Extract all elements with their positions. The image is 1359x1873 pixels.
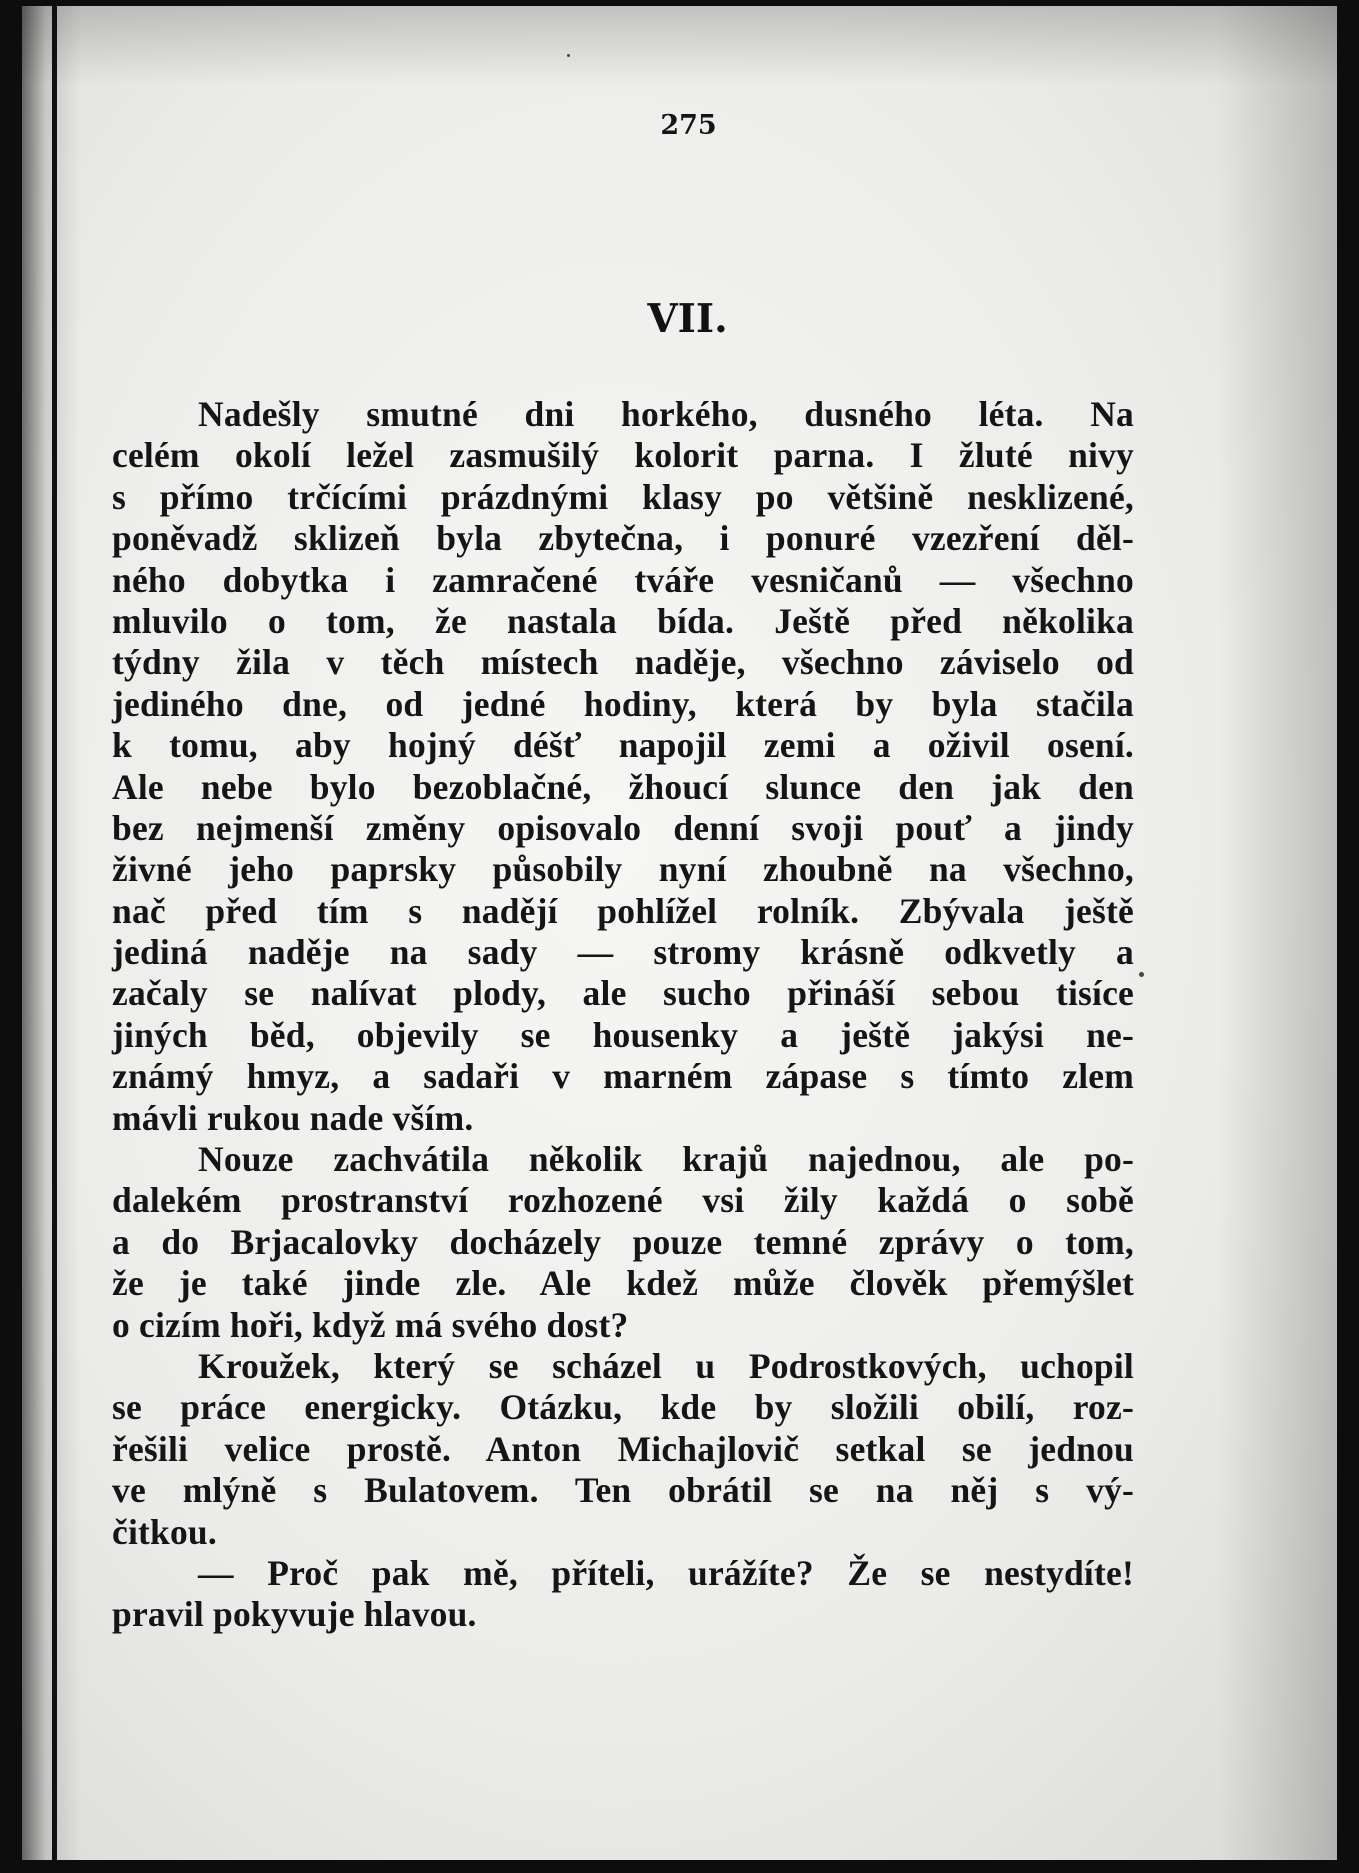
text-line: mávli rukou nade vším. xyxy=(112,1097,474,1138)
text-line: k tomu, aby hojný déšť napojil zemi a oživil osení. xyxy=(112,725,1134,766)
text-line: o cizím hoři, když má svého dost? xyxy=(112,1304,629,1345)
text-line: začaly se nalívat plody, ale sucho přináší sebou tisíce xyxy=(112,973,1134,1014)
text-line: známý hmyz, a sadaři v marném zápase s tímto zlem xyxy=(112,1056,1134,1097)
binding-edge-line xyxy=(52,6,57,1860)
text-line: ve mlýně s Bulatovem. Ten obrátil se na něj s vý- xyxy=(112,1470,1134,1511)
text-line: Nadešly smutné dni horkého, dusného léta. Na xyxy=(198,394,1134,434)
text-line: bez nejmenší změny opisovalo denní svoji pouť a jindy xyxy=(112,807,1134,848)
body-text xyxy=(112,394,1134,1636)
text-line: dalekém prostranství rozhozené vsi žily každá o sobě xyxy=(112,1180,1134,1221)
text-line: že je také jinde zle. Ale kdež může člověk přemýšlet xyxy=(112,1263,1134,1304)
chapter-heading: VII. xyxy=(647,296,728,342)
paragraph xyxy=(112,394,1134,1139)
text-line: — Proč pak mě, příteli, urážíte? Že se nestydíte! xyxy=(198,1552,1134,1593)
text-line: a do Brjacalovky docházely pouze temné zprávy o tom, xyxy=(112,1221,1134,1262)
text-line: jediného dne, od jedné hodiny, která by byla stačila xyxy=(112,683,1134,724)
top-edge-shading xyxy=(22,6,1337,86)
text-line: živné jeho paprsky působily nyní zhoubně na všechno, xyxy=(112,849,1134,890)
book-page xyxy=(22,6,1337,1860)
text-line: ného dobytka i zamračené tváře vesničanů — všechno xyxy=(112,559,1134,600)
text-line: týdny žila v těch místech naděje, všechno záviselo od xyxy=(112,642,1134,683)
text-line: řešili velice prostě. Anton Michajlovič setkal se jednou xyxy=(112,1428,1134,1469)
text-line: se práce energicky. Otázku, kde by složili obilí, roz- xyxy=(112,1387,1134,1428)
text-line: s přímo trčícími prázdnými klasy po většině nesklizené, xyxy=(112,476,1134,517)
text-line: pravil pokyvuje hlavou. xyxy=(112,1594,477,1635)
text-line: čitkou. xyxy=(112,1511,217,1552)
text-line: celém okolí ležel zasmušilý kolorit parna. I žluté nivy xyxy=(112,435,1134,476)
text-line: Ale nebe bylo bezoblačné, žhoucí slunce den jak den xyxy=(112,766,1134,807)
text-line: mluvilo o tom, že nastala bída. Ještě před několika xyxy=(112,600,1134,641)
text-line: jiných běd, objevily se housenky a ještě jakýsi ne- xyxy=(112,1014,1134,1055)
paper-speck xyxy=(1139,972,1144,977)
text-line: nač před tím s nadějí pohlížel rolník. Zbývala ještě xyxy=(112,890,1134,931)
paragraph xyxy=(112,1553,1134,1636)
right-edge-shading xyxy=(1217,6,1337,1860)
paragraph xyxy=(112,1346,1134,1553)
paper-speck xyxy=(567,54,570,57)
text-line: poněvadž sklizeň byla zbytečna, i ponuré vzezření děl- xyxy=(112,518,1134,559)
text-line: jediná naděje na sady — stromy krásně odkvetly a xyxy=(112,932,1134,973)
text-line: Nouze zachvátila několik krajů najednou, ale po- xyxy=(198,1139,1134,1180)
paragraph xyxy=(112,1139,1134,1346)
page-number: 275 xyxy=(660,110,717,141)
text-line: Kroužek, který se scházel u Podrostkových, uchopil xyxy=(198,1345,1134,1386)
